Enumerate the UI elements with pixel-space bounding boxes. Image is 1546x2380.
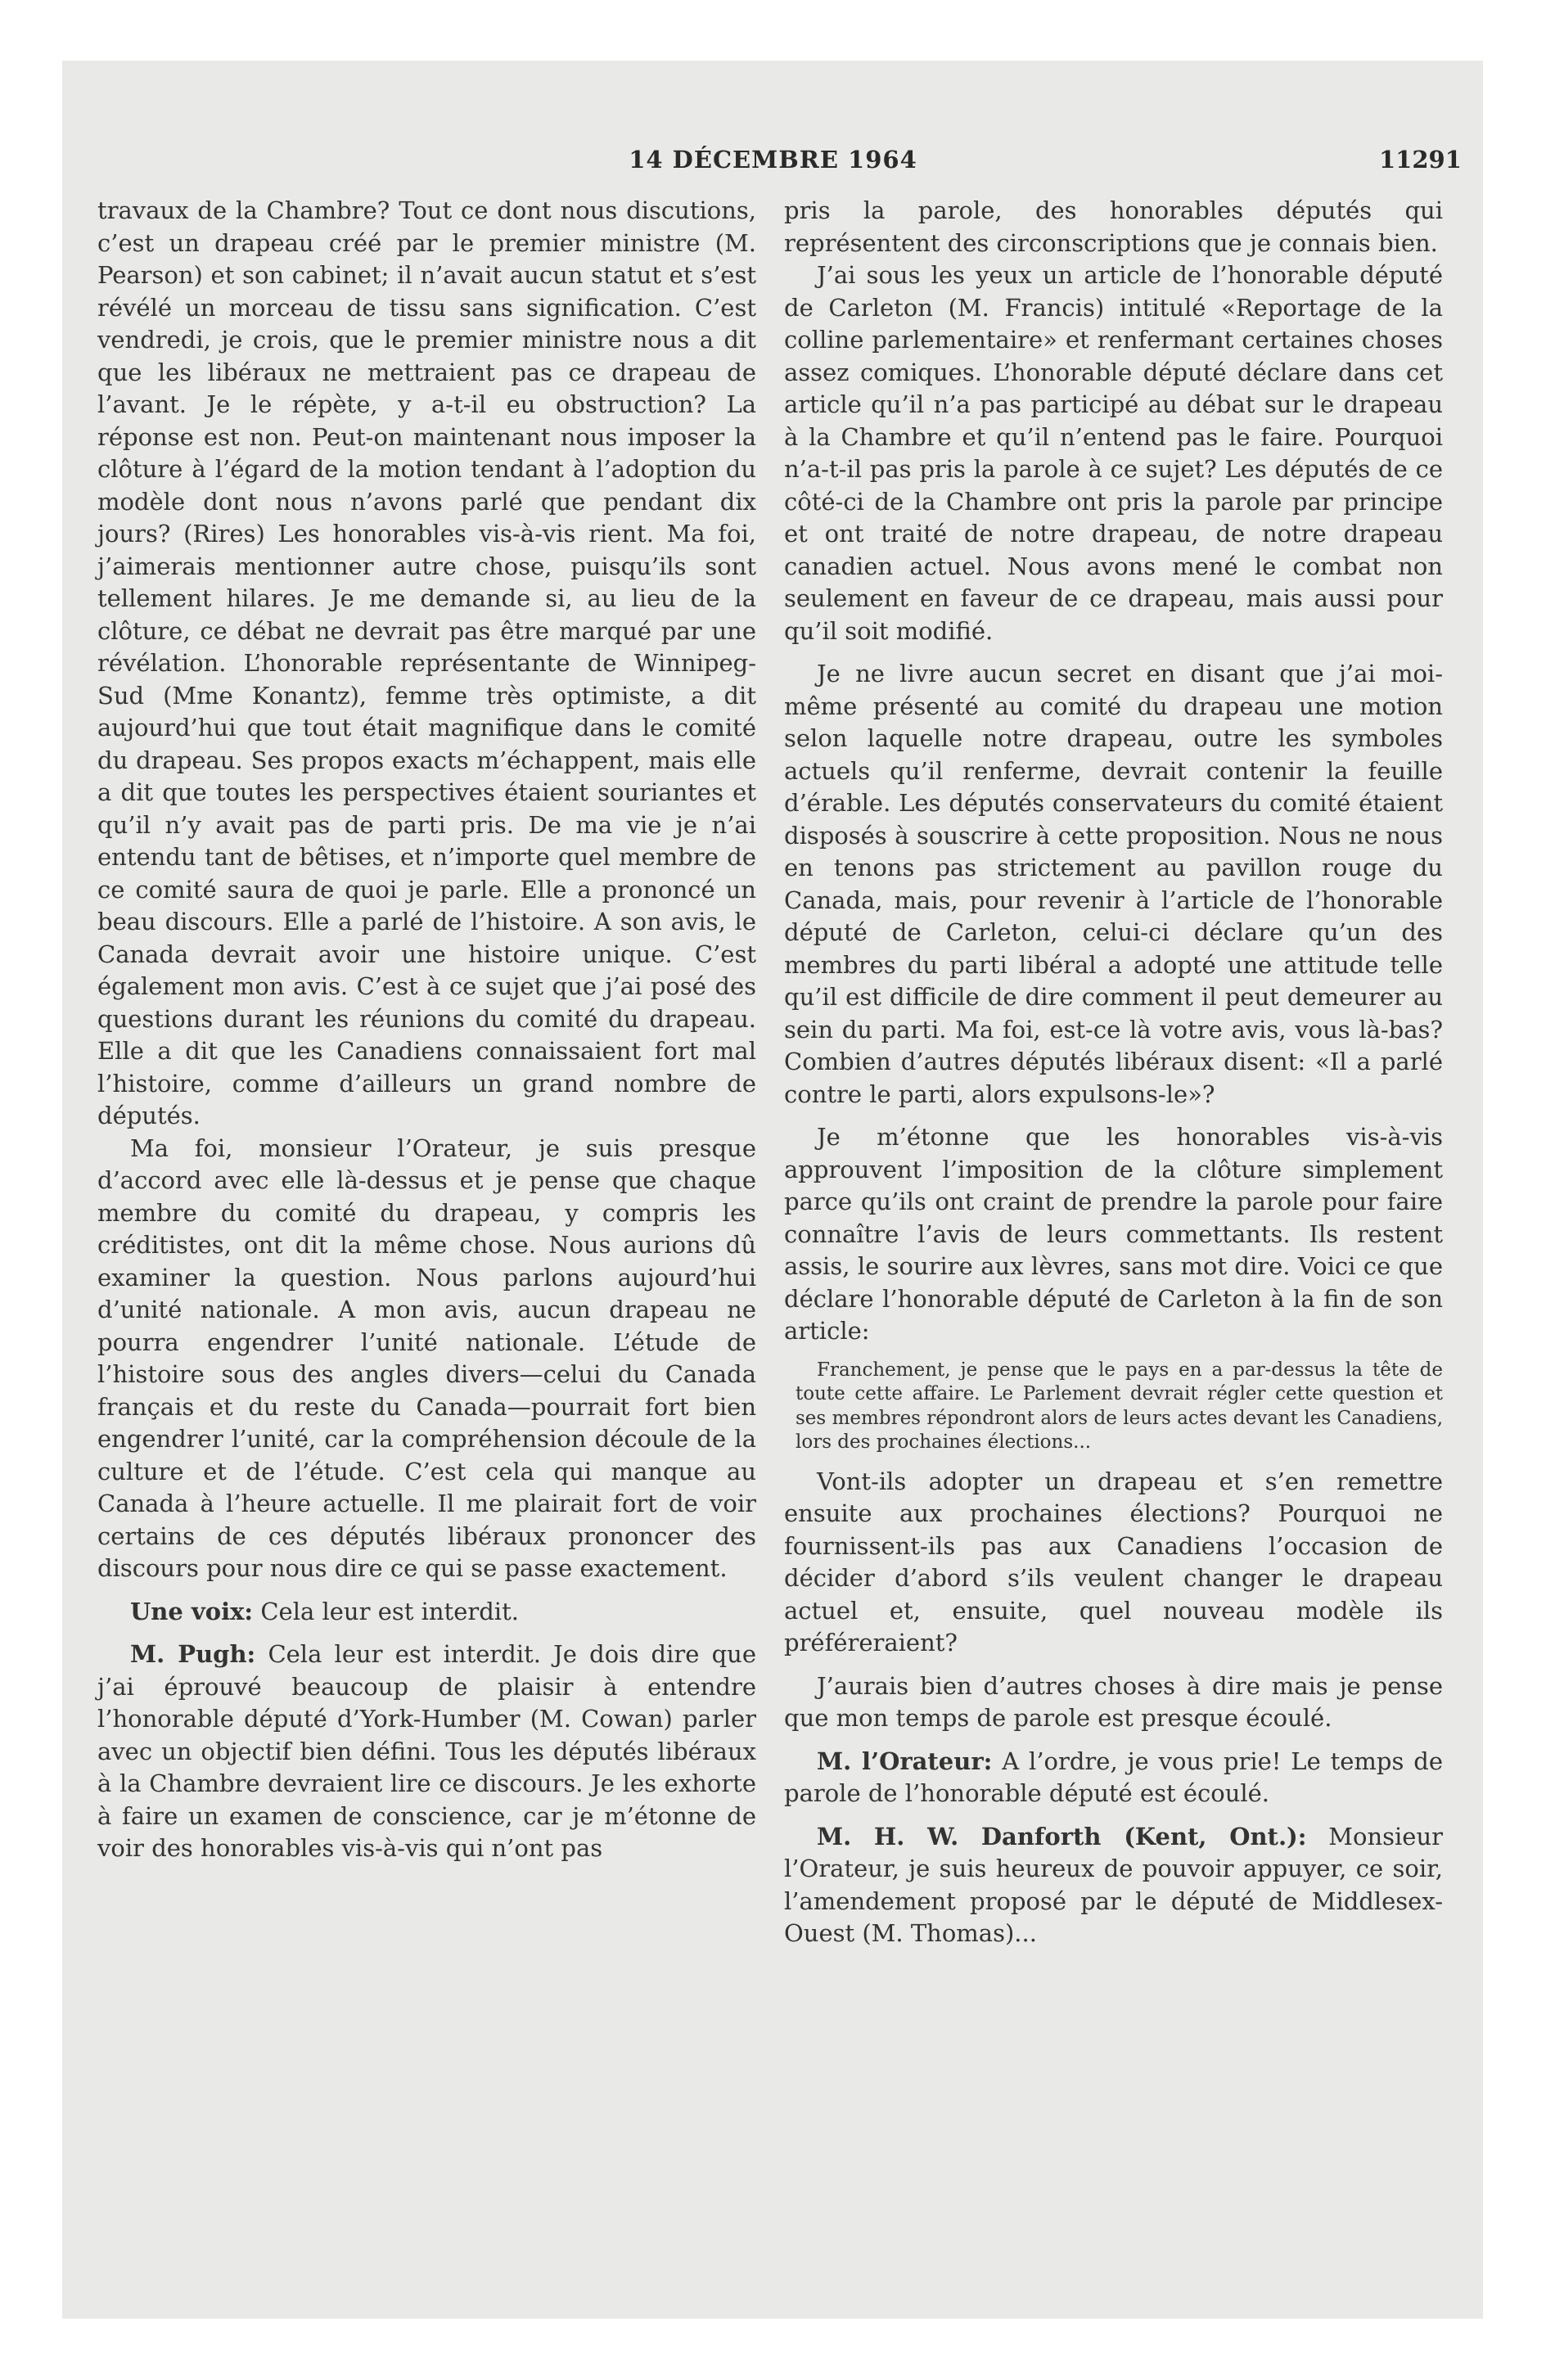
left-column (97, 195, 756, 1865)
paragraph: Je ne livre aucun secret en disant que j’ai moi-même présenté au comité du drapeau une motion selon laquelle notre drapeau, outre les symboles actuels qu’il renferme, devrait contenir la feuille d’érable. Les députés conservateurs du comité étaient disposés à souscrire à cette proposition. Nous ne nous en tenons pas strictement au pavillon rouge du Canada, mais, pour revenir à l’article de l’honorable député de Carleton, celui-ci déclare qu’un des membres du parti libéral a adopté une attitude telle qu’il est difficile de dire comment il peut demeurer au sein du parti. Ma foi, est-ce là votre avis, vous là-bas? Combien d’autres députés libéraux disent: «Il a parlé contre le parti, alors expulsons-le»? (784, 660, 1443, 1108)
speech-text: A l’ordre, je vous prie! Le temps de parole de l’honorable député est écoulé. (784, 1747, 1443, 1807)
paragraph: Vont-ils adopter un drapeau et s’en remettre ensuite aux prochaines élections? Pourquoi ne fournissent-ils pas aux Canadiens l’occasion de décider d’abord s’ils veulent changer le drapeau actuel et, ensuite, quel nouveau modèle ils préféreraient? (784, 1467, 1443, 1657)
paragraph: Je m’étonne que les honorables vis-à-vis approuvent l’imposition de la clôture simplement parce qu’ils ont craint de prendre la parole pour faire connaître l’avis de leurs commettants. Ils restent assis, le sourire aux lèvres, sans mot dire. Voici ce que déclare l’honorable député de Carleton à la fin de son article: (784, 1123, 1443, 1345)
paragraph: J’aurais bien d’autres choses à dire mais je pense que mon temps de parole est presque écoulé. (784, 1671, 1443, 1732)
paragraph: J’ai sous les yeux un article de l’honorable député de Carleton (M. Francis) intitulé «Reportage de la colline parlementaire» et renfermant certaines choses assez comiques. L’honorable député déclare dans cet article qu’il n’a pas participé au débat sur le drapeau à la Chambre et qu’il n’entend pas le faire. Pourquoi n’a-t-il pas pris la parole à ce sujet? Les députés de ce côté-ci de la Chambre ont pris la parole par principe et ont traité de notre drapeau, de notre drapeau canadien actuel. Nous avons mené le combat non seulement en faveur de ce drapeau, mais aussi pour qu’il soit modifié. (784, 261, 1443, 645)
page-date-header: 14 DÉCEMBRE 1964 (629, 146, 917, 174)
speaker-name: M. H. W. Danforth (Kent, Ont.): (817, 1822, 1307, 1850)
speech-text: Monsieur l’Orateur, je suis heureux de pouvoir appuyer, ce soir, l’amendement proposé par le député de Middlesex-Ouest (M. Thomas)... (784, 1822, 1443, 1947)
paragraph (784, 1821, 1443, 1950)
paragraph: Ma foi, monsieur l’Orateur, je suis presque d’accord avec elle là-dessus et je pense que chaque membre du comité du drapeau, y compris les créditistes, ont dit la même chose. Nous aurions dû examiner la question. Nous parlons aujourd’hui d’unité nationale. A mon avis, aucun drapeau ne pourra engendrer l’unité nationale. L’étude de l’histoire sous des angles divers—celui du Canada français et du reste du Canada—pourrait fort bien engendrer l’unité, car la compréhension découle de la culture et de l’étude. C’est cela qui manque au Canada à l’heure actuelle. Il me plairait fort de voir certains de ces députés libéraux prononcer des discours pour nous dire ce qui se passe exactement. (97, 1134, 756, 1582)
speaker-name: Une voix: (130, 1597, 254, 1625)
paragraph: pris la parole, des honorables députés qui représentent des circonscriptions que je connais bien. (784, 196, 1443, 257)
block-quote: Franchement, je pense que le pays en a par-dessus la tête de toute cette affaire. Le Parlement devrait régler cette question et ses membres répondront alors de leurs actes devant les Canadiens, lors des prochaines élections... (796, 1359, 1443, 1453)
speaker-name: M. l’Orateur: (817, 1747, 993, 1775)
paragraph (784, 1746, 1443, 1810)
paragraph (97, 1639, 756, 1865)
paragraph (97, 1596, 756, 1629)
speech-text: Cela leur est interdit. Je dois dire que j’ai éprouvé beaucoup de plaisir à entendre l’honorable député d’York-Humber (M. Cowan) parler avec un objectif bien défini. Tous les députés libéraux à la Chambre devraient lire ce discours. Je les exhorte à faire un examen de conscience, car je m’étonne de voir des honorables vis-à-vis qui n’ont pas (97, 1640, 756, 1862)
speaker-name: M. Pugh: (130, 1640, 256, 1668)
page-number: 11291 (1379, 146, 1462, 174)
speech-text: Cela leur est interdit. (260, 1597, 519, 1625)
right-column (784, 195, 1443, 1950)
paragraph: travaux de la Chambre? Tout ce dont nous discutions, c’est un drapeau créé par le premier ministre (M. Pearson) et son cabinet; il n’avait aucun statut et s’est révélé un morceau de tissu sans signification. C’est vendredi, je crois, que le premier ministre nous a dit que les libéraux ne mettraient pas ce drapeau de l’avant. Je le répète, y a-t-il eu obstruction? La réponse est non. Peut-on maintenant nous imposer la clôture à l’égard de la motion tendant à l’adoption du modèle dont nous n’avons parlé que pendant dix jours? (Rires) Les honorables vis-à-vis rient. Ma foi, j’aimerais mentionner autre chose, puisqu’ils sont tellement hilares. Je me demande si, au lieu de la clôture, ce débat ne devrait pas être marqué par une révélation. L’honorable représentante de Winnipeg-Sud (Mme Konantz), femme très optimiste, a dit aujourd’hui que tout était magnifique dans le comité du drapeau. Ses propos exacts m’échappent, mais elle a dit que toutes les perspectives étaient souriantes et qu’il n’y avait pas de parti pris. De ma vie je n’ai entendu tant de bêtises, et n’importe quel membre de ce comité saura de quoi je parle. Elle a prononcé un beau discours. Elle a parlé de l’histoire. A son avis, le Canada devrait avoir une histoire unique. C’est également mon avis. C’est à ce sujet que j’ai posé des questions durant les réunions du comité du drapeau. Elle a dit que les Canadiens connaissaient fort mal l’histoire, comme d’ailleurs un grand nombre de députés. (97, 196, 756, 1129)
